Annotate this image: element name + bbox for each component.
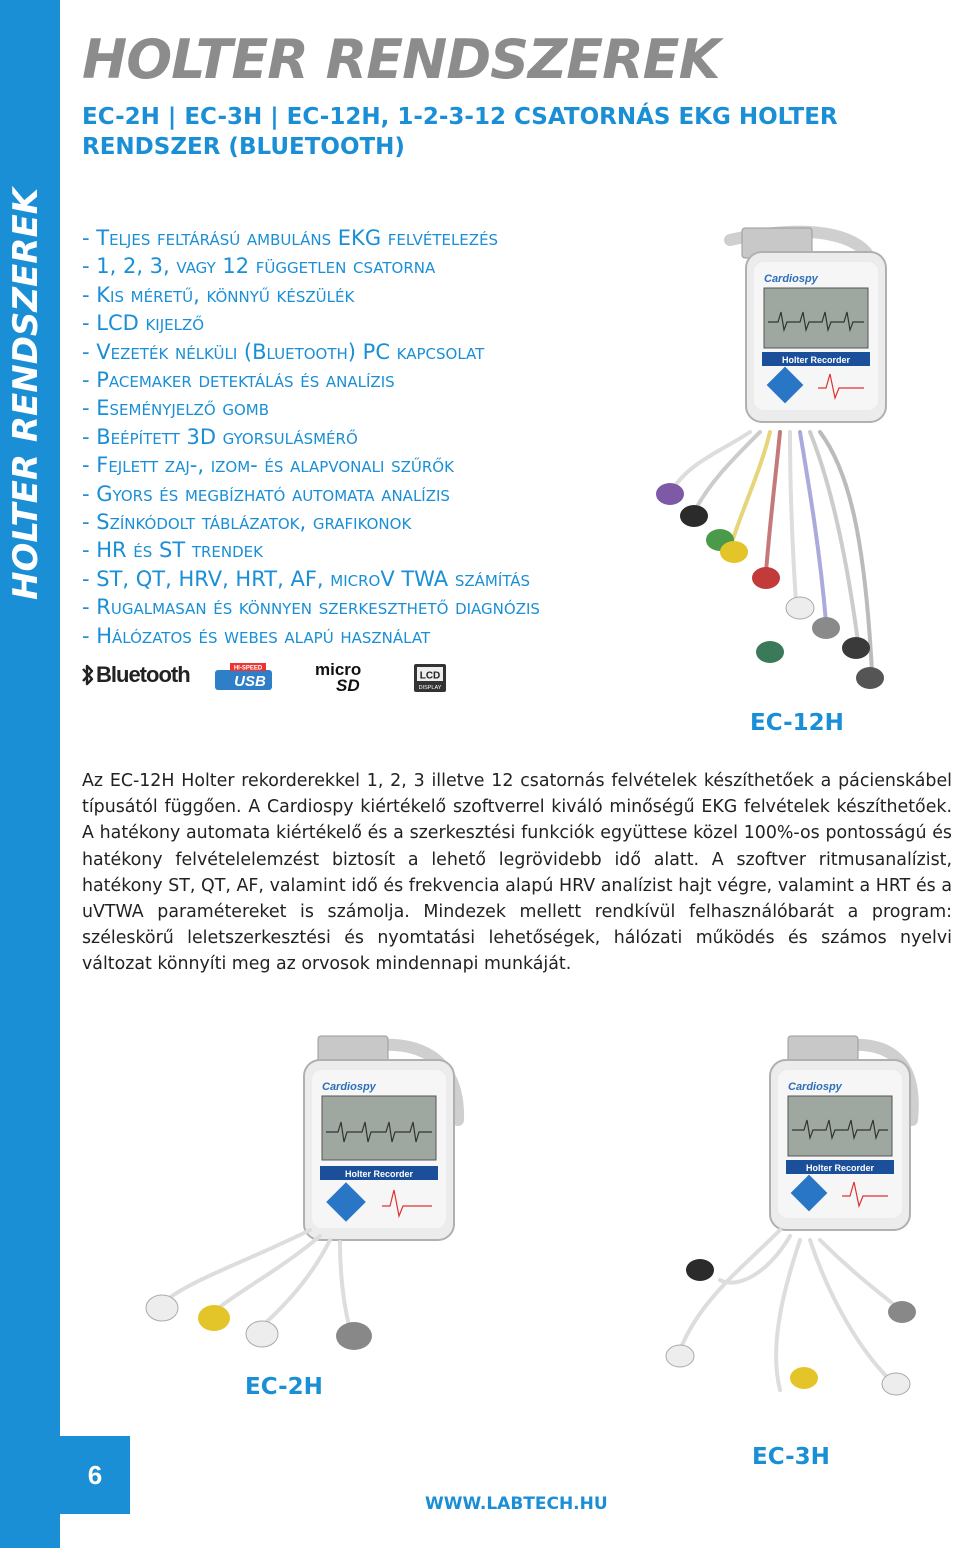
lcd-logo-text: LCD: [419, 670, 441, 682]
feature-item: - HR és ST trendek: [82, 538, 263, 563]
ec2h-device-label: Holter Recorder: [344, 1169, 414, 1179]
microsd-logo: [314, 660, 376, 696]
feature-list: [82, 224, 540, 650]
usb-logo-text: USB: [234, 673, 266, 690]
microsd-logo-text: micro: [315, 660, 362, 679]
ec3h-brand-text: Cardiospy: [788, 1081, 842, 1093]
lcd-logo-small-text: DISPLAY: [418, 685, 442, 691]
feature-item: - Rugalmasan és könnyen szerkeszthető diagnózis: [82, 595, 540, 620]
ec2h-device-image: [140, 1030, 480, 1360]
ec12h-label: EC-12H: [750, 710, 844, 736]
logo-row: [80, 660, 460, 696]
feature-item: - Teljes feltárású ambuláns EKG felvételezés: [82, 226, 499, 250]
ec3h-device-label: Holter Recorder: [805, 1163, 875, 1173]
feature-item: - Eseményjelző gomb: [82, 396, 270, 421]
usb-logo: [214, 662, 274, 696]
feature-item: - Színkódolt táblázatok, grafikonok: [82, 510, 412, 535]
ec3h-device-image: [660, 1030, 920, 1430]
bluetooth-logo-text: Bluetooth: [96, 662, 190, 687]
feature-item: - Hálózatos és webes alapú használat: [82, 623, 431, 648]
sidebar-band: [0, 0, 60, 1548]
feature-item: - Beépített 3D gyorsulásmérő: [82, 424, 358, 449]
feature-item: - Vezeték nélküli (Bluetooth) PC kapcsolat: [82, 339, 485, 364]
feature-item: - LCD kijelző: [82, 311, 205, 336]
ec2h-label: EC-2H: [245, 1374, 323, 1400]
page-number: 6: [60, 1436, 130, 1514]
usb-logo-small-text: HI-SPEED: [233, 665, 263, 672]
ec2h-brand-text: Cardiospy: [322, 1081, 376, 1093]
footer-url[interactable]: WWW.LABTECH.HU: [425, 1494, 608, 1514]
ec12h-device-image: [650, 222, 890, 700]
ec3h-label: EC-3H: [752, 1444, 830, 1470]
ec12h-brand-text: Cardiospy: [764, 273, 818, 285]
page-subtitle: EC-2H | EC-3H | EC-12H, 1-2-3-12 CSATORNÁS EKG HOLTER RENDSZER (BLUETOOTH): [82, 104, 838, 160]
ec12h-device-label: Holter Recorder: [781, 355, 851, 365]
microsd-logo-sd-text: SD: [336, 676, 360, 692]
feature-item: - Gyors és megbízható automata analízis: [82, 481, 450, 506]
page-title: HOLTER RENDSZEREK: [82, 28, 720, 91]
feature-item: - Fejlett zaj-, izom- és alapvonali szűrők: [82, 453, 454, 478]
feature-item: - 1, 2, 3, vagy 12 független csatorna: [82, 254, 436, 279]
feature-item: - Pacemaker detektálás és analízis: [82, 368, 395, 393]
feature-item: - Kis méretű, könnyű készülék: [82, 282, 355, 307]
lcd-logo: [414, 664, 446, 696]
bluetooth-icon: [80, 662, 96, 688]
feature-item: - ST, QT, HRV, HRT, AF, microV TWA számítás: [82, 566, 531, 591]
bluetooth-logo: [80, 662, 190, 688]
body-paragraph: Az EC-12H Holter rekorderekkel 1, 2, 3 illetve 12 csatornás felvételek készíthetőek a pácienskábel típusától függően. A Cardiospy kiértékelő szoftverrel kiváló minőségű EKG felvételek készíthetőek. A hatékony automata kiértékelő és a szerkesztési funkciók együttese közel 100%-os pontosságú és hatékony felvételelemzést biztosít a lehető legrövidebb idő alatt. A szoftver ritmusanalízist, hatékony ST, QT, AF, valamint idő és frekvencia alapú HRV analízist hajt végre, valamint a HRT és a uVTWA paramétereket is számolja. Mindezek mellett rendkívül felhasználóbarát a program: széleskörű leletszerkesztési és nyomtatási lehetőségek, hálózati működés és számos nyelvi változat könnyíti meg az orvosok mindennapi munkáját.: [82, 771, 952, 975]
sidebar-title: HOLTER RENDSZEREK: [6, 187, 46, 600]
